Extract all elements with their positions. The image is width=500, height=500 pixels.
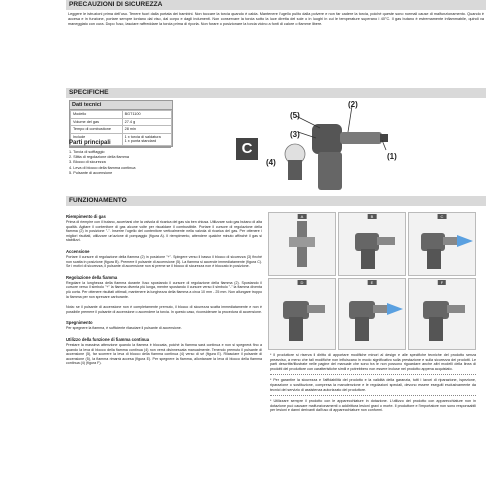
figure-label: F [438,280,446,285]
safety-section [66,0,486,27]
functioning-title: FUNZIONAMENTO [66,196,486,206]
torch-body [312,124,342,154]
figure-label: E [368,280,377,285]
parts-list [69,140,171,176]
table-row [71,111,172,119]
figure-f [408,278,476,350]
note-text: * Per garantire la sicurezza e l'affidabilità del prodotto e la validità della garanzia, tutti i lavori di riparazione, ispezione, riparazione o sostituzione, compresa la manutenzione e le regolazioni speciali, devono essere eseguiti esclusivamente da tecnici del servizio di assistenza autorizzato del produttore. [270,378,476,392]
paragraph: Regolare la lunghezza della fiamma durante l'uso spostando il cursore di regolazione della fiamma (2). Spostando il cursore verso il simbolo "+" la fiamma diventa più lunga, mentre spostando il cursore verso il simbolo "-" la fiamma diventa più corta. Per ottenere risultati ottimali, mantenere la lunghezza della fiamma a circa 10 mm - 25 mm. Non allungare troppo la fiamma per non sprecare carburante. [66,280,262,299]
section-c-tag: C [236,138,258,160]
subheading: Riempimento di gas [66,214,106,219]
list-item: 1. Torcia di soffiaggio [69,150,105,154]
trigger-detail-drawing [280,142,310,182]
spec-key: Tempo di combustione [71,126,123,134]
specs-title: SPECIFICHE [66,88,486,98]
spec-value: 27.4 g [122,118,171,126]
note-text: * Il produttore si riserva il diritto di apportare modifiche minori al design e alle specifiche tecniche del prodotto senza preavviso, a meno che tali modifiche non influiscano in modo significativo sulla prestazione e sulla sicurezza dei prodotti. Le parti descritte/illustrate nelle pagine del manuale che sono tra le non possono riguardare anche altri modelli della linea di prodotti del produttore con caratteristiche simili e potrebbero non essere incluse nel prodotto appena acquistato. [270,353,476,371]
figure-label: B [368,214,377,219]
subheading: Utilizzo della funzione di fiamma continua [66,336,150,342]
spec-value: BGT1100 [122,111,171,119]
figure-label: D [298,280,307,285]
subheading: Regolazione della fiamma [66,274,118,280]
label-3: (3) [290,130,300,139]
figure-d [268,278,336,350]
label-2: (2) [348,100,358,109]
label-4: (4) [266,158,276,167]
list-item: 3. Blocco di sicurezza [69,160,106,165]
figure-c [408,212,476,276]
safety-title: PRECAUZIONI DI SICUREZZA [66,0,486,10]
torch-tip [380,134,388,142]
figure-a [268,212,336,276]
subheading: Accensione [66,248,90,254]
functioning-text [66,208,262,366]
paragraph: Nota: se il pulsante di accensione non è completamente premuto, il blocco di sicurezza scatta immediatamente e non è possibile premere il pulsante di accensione o accendere la torcia. In questo caso, riconsiderare la procedura di accensione. [66,305,262,314]
spec-key: Volume del gas [71,118,123,126]
functioning-header [66,196,486,206]
figure-b [338,212,406,276]
figure-e [338,278,406,350]
spec-key: Modello [71,111,123,119]
paragraph: Portare il cursore di regolazione della fiamma (2) in posizione "+". Spingere verso il basso il blocco di sicurezza (3) finché non scatta in posizione (figura B). Premere il pulsante di accensione (5). La fiamma si accende immediatamente (figura C). Se i motivi di sicurezza, il pulsante di accensione non si preme se il blocco di sicurezza non è bloccato in posizione. [66,254,262,269]
paragraph: Prestare la massima attenzione quando la fiamma è bloccata, poiché la fiamma sarà continua e non si spegnerà fino a quando la leva di blocco della fiamma continua (4) non verrà disinnescata manualmente. Tenendo premuto il pulsante di accensione (5), far scorrere la leva di blocco della fiamma continua (4) verso di sé (figura E). Rilasciare il pulsante di accensione (5), la fiamma rimarrà accesa (figura E). Per spegnere la fiamma, allontanare la leva di blocco della fiamma continua (4) (figura F). [66,342,262,366]
parts-title: Parti principali [69,140,171,148]
divider [270,374,476,375]
list-item: 4. Leva di blocco della fiamma continua [69,165,136,170]
divider [270,395,476,396]
tech-data-title: Dati tecnici [70,101,172,110]
paragraph: Per spegnere la fiamma, è sufficiente rilasciare il pulsante di accensione. [66,326,182,331]
table-row [71,126,172,134]
spec-key: Include [71,133,123,145]
paragraph: Prima di riempire con il butano, accertarsi che la valvola di ricarica del gas sia ben chiusa. Utilizzare solo gas butano di alta qualità. Agitare il contenitore di gas alcune volte per riscaldare il combustibile. Portare il cursore di regolazione della fiamma (2) in posizione "-". Inserire l'ugello del contenitore verticalmente nella valvola di ricarica del gas. Per ottenere i migliori risultati, utilizzare un'azione di pompaggio (figura A). Il riempimento, attendere qualche minuto affinché il gas si stabilizzi. [66,220,262,243]
label-5: (5) [290,111,300,120]
label-1: (1) [387,152,397,161]
torch-nozzle [340,132,382,144]
notes-box [270,353,476,413]
subheading: Spegnimento [66,320,93,326]
figure-label: C [438,214,447,219]
torch-handle [318,152,342,190]
table-row [71,118,172,126]
figure-label: A [298,214,307,219]
spec-value: 1 x torcia di saldatura 1 x punta standard [122,133,171,145]
list-item: 5. Pulsante di accensione [69,170,113,175]
spec-value: 28 min [122,126,171,134]
note-text: * Utilizzare sempre il prodotto con le apparecchiature in dotazione. L'utilizzo del prodotto con apparecchiature non in dotazione può causare malfunzionamenti o addirittura lesioni gravi o morte. Il produttore e l'importatore non sono responsabili per lesioni e danni derivanti dall'uso di apparecchiature non conformi. [270,399,476,413]
safety-text: Leggere le istruzioni prima dell'uso. Tenere fuori dalla portata dei bambini. Non toccare la torcia quando è calda. Mantenere l'ugello pulito dalla polvere e non far cadere la torcia, poiché queste sono normali cause di malfunzionamento. Quando è accesa e in funzione, portare sempre lontano dal viso, dal corpo e dagli indumenti. Non conservare la torcia sotto la luce diretta del sole o in luoghi in cui le temperature superano i 40°C. Il gas butano è estremamente infiammabile, quindi va maneggiato con cura. Dopo l'uso, lasciare raffreddare la torcia prima di riporla. Non forare o posizionare la torcia vicino a fonti di calore o fiamme libere. [68,12,484,26]
list-item: 2. Slitta di regolazione della fiamma [69,155,129,160]
